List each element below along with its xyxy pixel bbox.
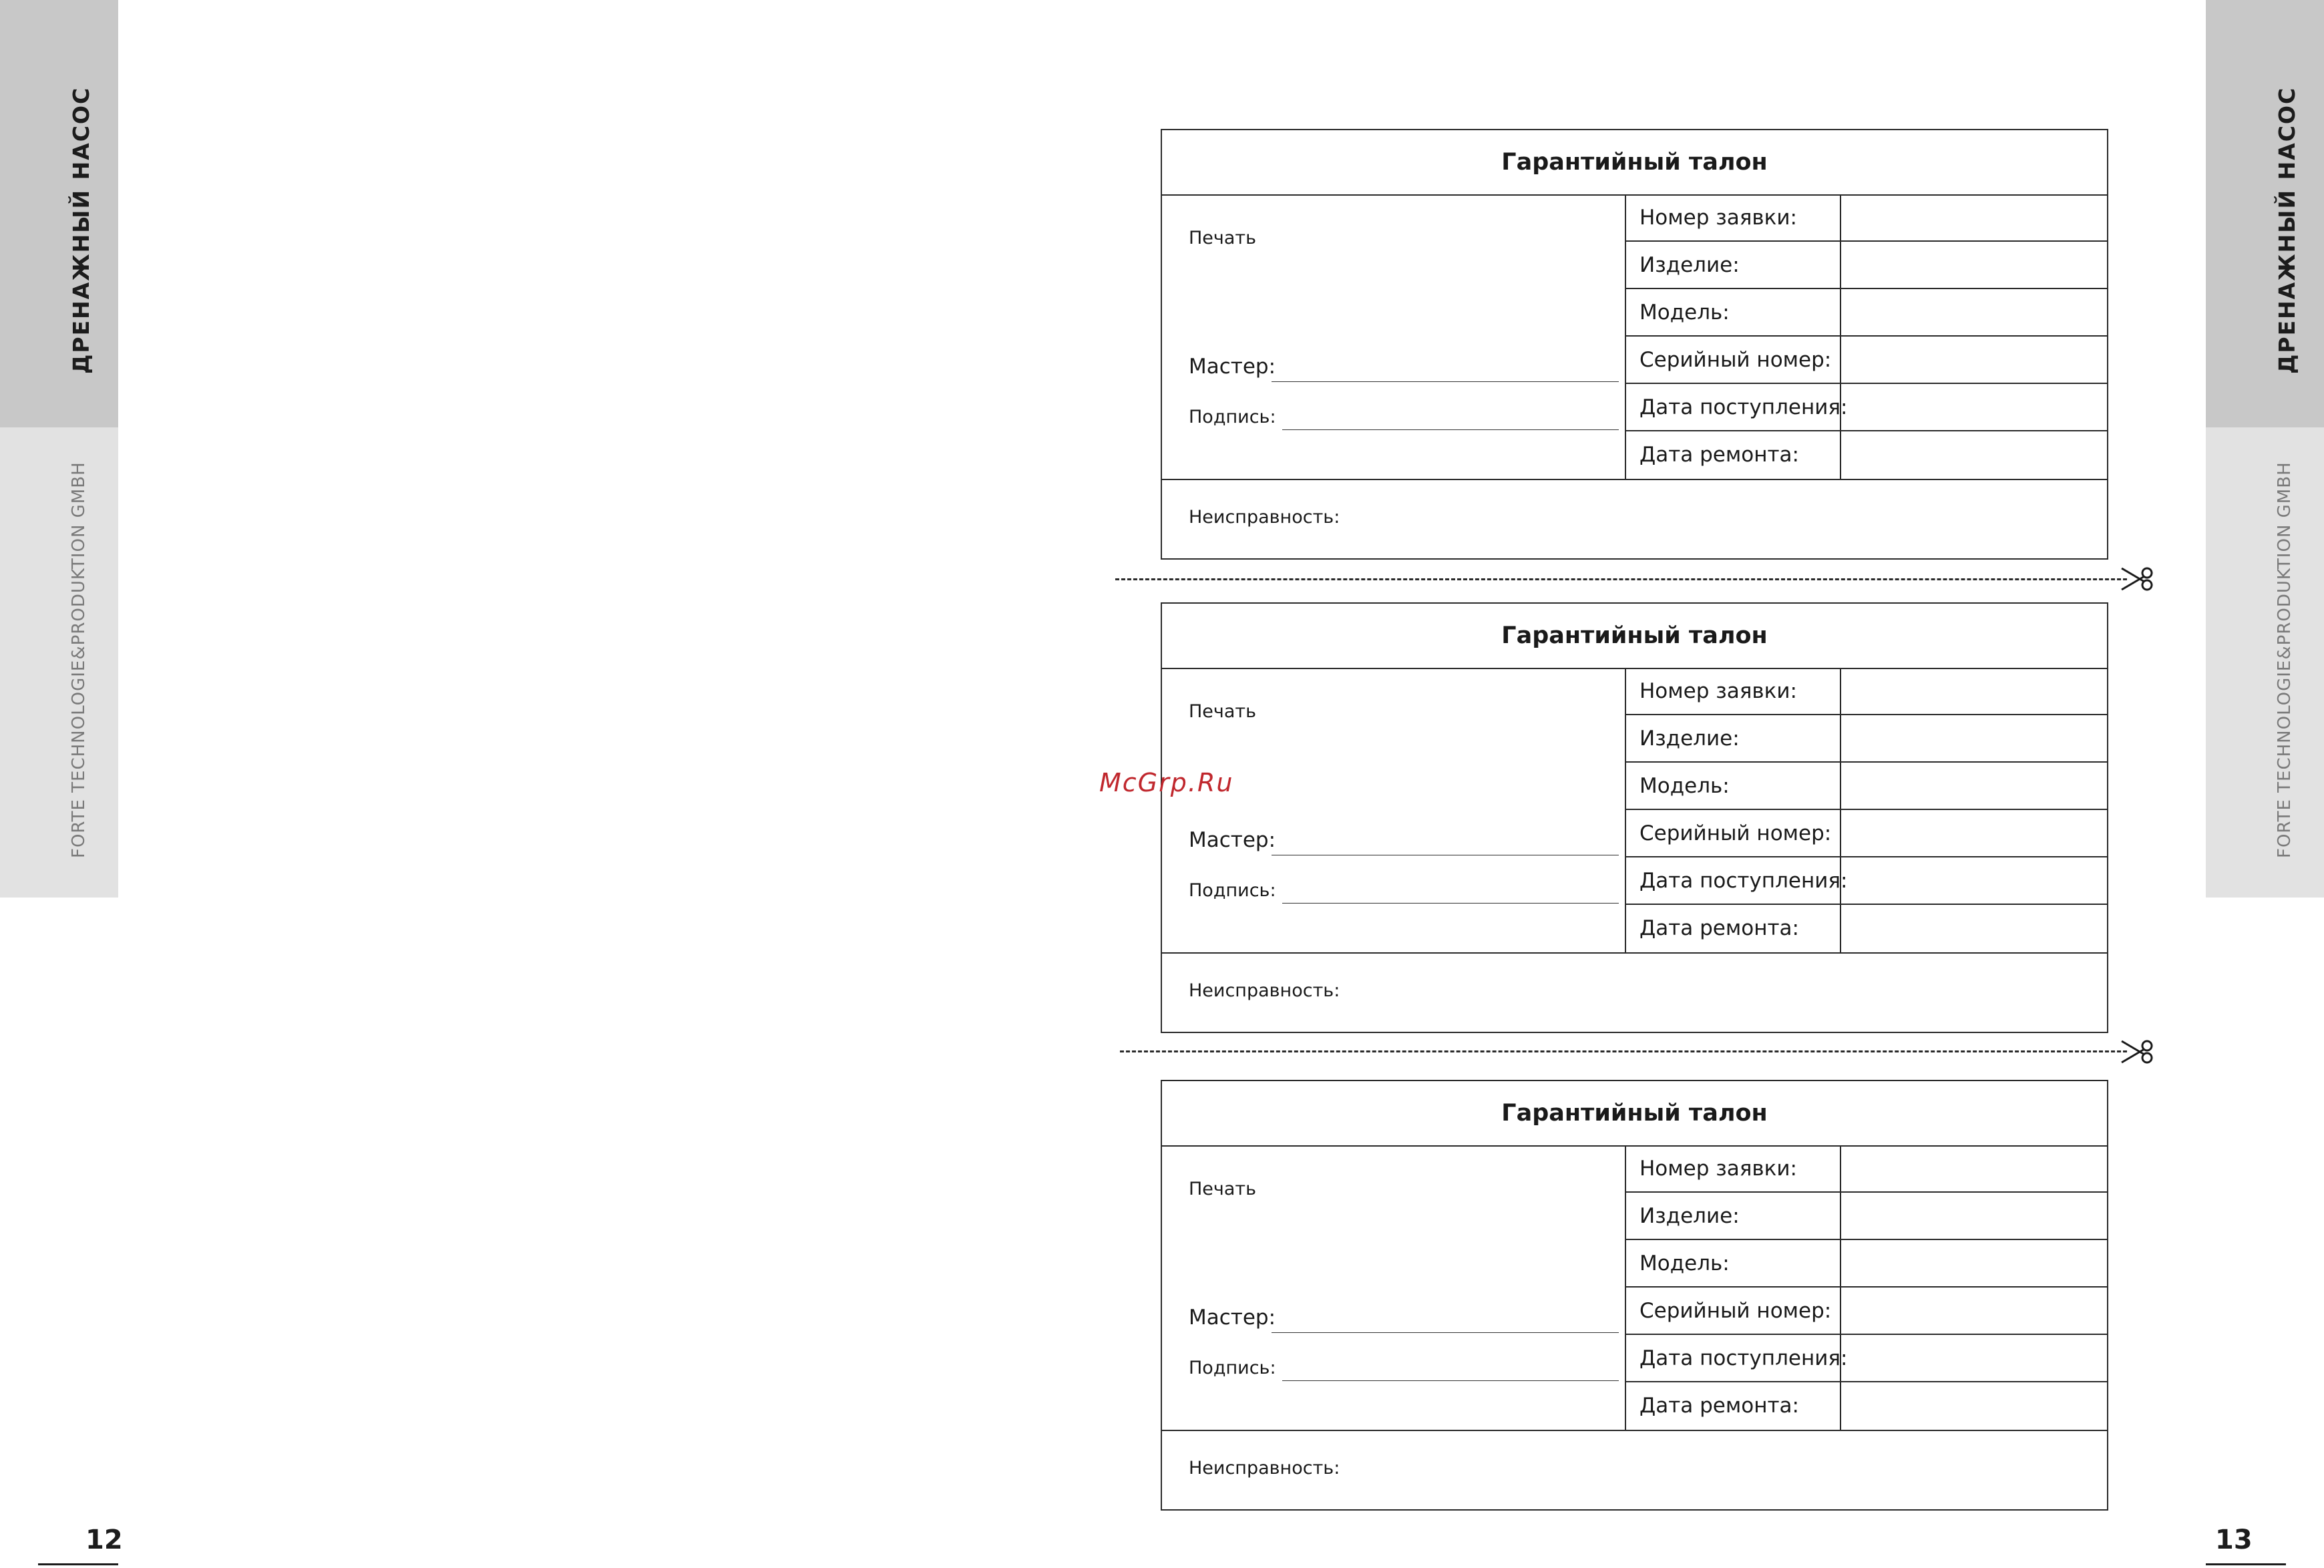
- field-row: [1626, 384, 2107, 431]
- master-line[interactable]: [1272, 381, 1619, 382]
- side-company: FORTE TECHNOLOGIE&PRODUKTION GMBH: [69, 461, 89, 858]
- field-row: [1626, 1288, 2107, 1335]
- field-value-cell[interactable]: [1840, 1382, 2107, 1430]
- fault-area[interactable]: [1162, 479, 2107, 558]
- field-value-cell[interactable]: [1840, 1288, 2107, 1335]
- side-company: FORTE TECHNOLOGIE&PRODUKTION GMBH: [2275, 461, 2295, 858]
- warranty-coupon: [1161, 129, 2108, 560]
- signature-label: Подпись:: [1189, 407, 1276, 427]
- master-label: Мастер:: [1189, 1306, 1276, 1330]
- field-row: [1626, 431, 2107, 479]
- field-value-cell[interactable]: [1840, 337, 2107, 384]
- coupon-title: Гарантийный талон: [1162, 1081, 2107, 1147]
- side-tab-title: [2206, 0, 2324, 427]
- field-value-cell[interactable]: [1840, 194, 2107, 242]
- field-label: Изделие:: [1639, 727, 1740, 751]
- field-value-cell[interactable]: [1840, 857, 2107, 905]
- field-value-cell[interactable]: [1840, 810, 2107, 857]
- field-value-cell[interactable]: [1840, 715, 2107, 763]
- signature-line[interactable]: [1282, 429, 1619, 430]
- stamp-label: Печать: [1189, 701, 1257, 722]
- field-label: Изделие:: [1639, 1204, 1740, 1228]
- side-title: ДРЕНАЖНЫЙ НАСОС: [2274, 86, 2300, 374]
- field-value-cell[interactable]: [1840, 1193, 2107, 1240]
- side-tab-company: [0, 427, 118, 898]
- coupon-title: Гарантийный талон: [1162, 130, 2107, 196]
- master-label: Мастер:: [1189, 355, 1276, 379]
- cut-line: [1120, 1050, 2127, 1052]
- side-tab-company: [2206, 427, 2324, 898]
- field-value-cell[interactable]: [1840, 289, 2107, 337]
- field-row: [1626, 810, 2107, 857]
- field-label: Дата ремонта:: [1639, 916, 1799, 940]
- signature-line[interactable]: [1282, 1380, 1619, 1381]
- field-label: Модель:: [1639, 301, 1730, 325]
- stamp-label: Печать: [1189, 228, 1257, 248]
- field-row: [1626, 1335, 2107, 1382]
- side-tab-title: [0, 0, 118, 427]
- field-label: Дата ремонта:: [1639, 443, 1799, 467]
- fault-label: Неисправность:: [1189, 507, 1340, 528]
- field-row: [1626, 1240, 2107, 1288]
- watermark: McGrp.Ru: [1099, 768, 1234, 797]
- field-label: Номер заявки:: [1639, 1157, 1797, 1181]
- field-value-cell[interactable]: [1840, 1335, 2107, 1382]
- field-value-cell[interactable]: [1840, 668, 2107, 715]
- field-label: Модель:: [1639, 774, 1730, 798]
- page-number-rule: [38, 1563, 118, 1565]
- page-number-rule: [2206, 1563, 2286, 1565]
- field-label: Дата поступления:: [1639, 869, 1848, 893]
- signature-line[interactable]: [1282, 903, 1619, 904]
- field-row: [1626, 857, 2107, 905]
- field-label: Дата ремонта:: [1639, 1394, 1799, 1418]
- field-label: Изделие:: [1639, 253, 1740, 277]
- warranty-coupon: [1161, 1080, 2108, 1511]
- page-number: 12: [85, 1525, 123, 1555]
- field-row: [1626, 668, 2107, 715]
- field-value-cell[interactable]: [1840, 1145, 2107, 1193]
- coupon-title: Гарантийный талон: [1162, 604, 2107, 669]
- field-row: [1626, 905, 2107, 952]
- stamp-label: Печать: [1189, 1179, 1257, 1199]
- field-row: [1626, 1193, 2107, 1240]
- field-value-cell[interactable]: [1840, 1240, 2107, 1288]
- field-label: Номер заявки:: [1639, 206, 1797, 230]
- field-value-cell[interactable]: [1840, 242, 2107, 289]
- master-line[interactable]: [1272, 1332, 1619, 1333]
- field-row: [1626, 1145, 2107, 1193]
- fault-label: Неисправность:: [1189, 980, 1340, 1001]
- field-value-cell[interactable]: [1840, 905, 2107, 952]
- warranty-coupon: [1161, 602, 2108, 1033]
- master-label: Мастер:: [1189, 828, 1276, 852]
- field-label: Номер заявки:: [1639, 679, 1797, 703]
- fault-area[interactable]: [1162, 1430, 2107, 1509]
- cut-line: [1115, 578, 2127, 580]
- fault-label: Неисправность:: [1189, 1458, 1340, 1479]
- field-label: Серийный номер:: [1639, 348, 1832, 372]
- field-label: Серийный номер:: [1639, 1299, 1832, 1323]
- scissors-icon: [2120, 564, 2154, 594]
- coupon-fields: [1625, 668, 2107, 952]
- field-row: [1626, 242, 2107, 289]
- field-label: Дата поступления:: [1639, 395, 1848, 419]
- field-row: [1626, 1382, 2107, 1430]
- field-value-cell[interactable]: [1840, 384, 2107, 431]
- side-title: ДРЕНАЖНЫЙ НАСОС: [68, 86, 94, 374]
- signature-label: Подпись:: [1189, 880, 1276, 901]
- field-value-cell[interactable]: [1840, 763, 2107, 810]
- field-row: [1626, 289, 2107, 337]
- field-row: [1626, 715, 2107, 763]
- scissors-icon: [2120, 1037, 2154, 1066]
- coupon-stamp-area: [1162, 668, 1625, 952]
- field-label: Модель:: [1639, 1251, 1730, 1276]
- fault-area[interactable]: [1162, 952, 2107, 1032]
- field-row: [1626, 194, 2107, 242]
- field-row: [1626, 763, 2107, 810]
- coupon-fields: [1625, 1145, 2107, 1430]
- coupon-fields: [1625, 194, 2107, 479]
- coupon-stamp-area: [1162, 194, 1625, 479]
- signature-label: Подпись:: [1189, 1358, 1276, 1378]
- field-label: Дата поступления:: [1639, 1346, 1848, 1370]
- field-row: [1626, 337, 2107, 384]
- coupon-stamp-area: [1162, 1145, 1625, 1430]
- field-label: Серийный номер:: [1639, 821, 1832, 845]
- page-number: 13: [2215, 1525, 2253, 1555]
- field-value-cell[interactable]: [1840, 431, 2107, 479]
